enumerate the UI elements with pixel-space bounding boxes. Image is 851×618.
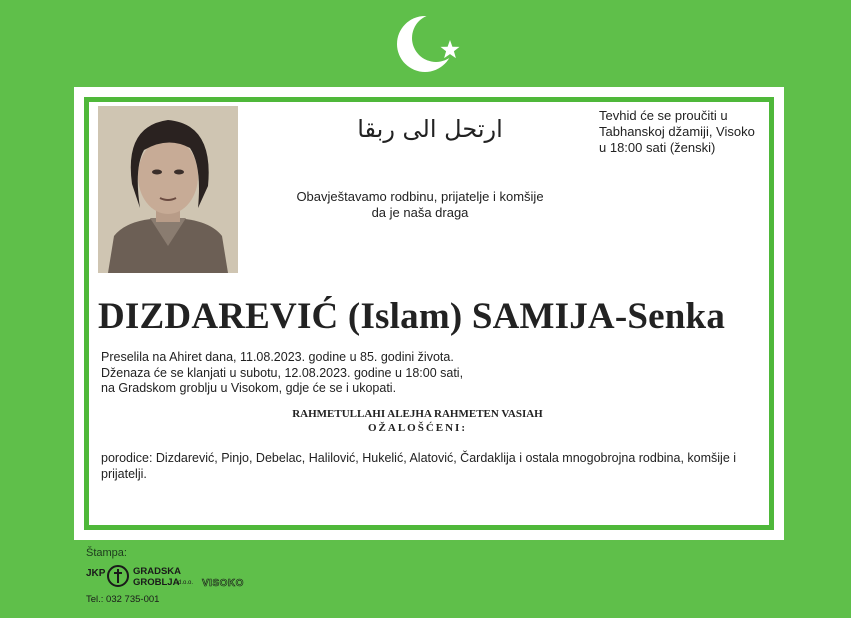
rahmet-prayer: RAHMETULLAHI ALEJHA RAHMETEN VASIAH bbox=[292, 408, 543, 420]
printer-doo: d.o.o. bbox=[178, 580, 194, 586]
announcement-intro bbox=[290, 189, 550, 221]
crescent-star-emblem bbox=[392, 10, 468, 76]
mourners-heading: OŽALOŠĆENI: bbox=[367, 422, 468, 434]
detail-line: Dženaza će se klanjati u subotu, 12.08.2023. godine u 18:00 sati, bbox=[101, 365, 464, 380]
tevhid-line: Tabhanskoj džamiji, Visoko bbox=[599, 124, 755, 139]
print-label: Štampa: bbox=[86, 547, 127, 559]
printer-name bbox=[133, 566, 181, 588]
arabic-calligraphy bbox=[350, 107, 510, 153]
svg-text:ارتحل الى ربقا: ارتحل الى ربقا bbox=[357, 115, 503, 143]
deceased-portrait bbox=[98, 106, 238, 273]
funeral-details bbox=[101, 350, 521, 397]
printer-jkp: JKP bbox=[86, 568, 106, 579]
crescent-star-icon bbox=[392, 10, 468, 76]
printer-phone: Tel.: 032 735-001 bbox=[86, 594, 160, 605]
detail-line: na Gradskom groblju u Visokom, gdje će se i ukopati. bbox=[101, 381, 397, 395]
cemetery-logo-icon bbox=[107, 564, 129, 588]
intro-line: da je naša draga bbox=[371, 205, 469, 220]
intro-line: Obavještavamo rodbinu, prijatelje i komšije bbox=[296, 189, 544, 204]
tevhid-notice bbox=[599, 108, 759, 156]
tevhid-line: Tevhid će se proučiti u bbox=[599, 108, 728, 123]
printer-name-line: GRADSKA bbox=[133, 566, 182, 577]
tevhid-line: u 18:00 sati (ženski) bbox=[599, 140, 716, 155]
printer-name-line: GROBLJA bbox=[133, 577, 180, 588]
printer-city: VISOKO bbox=[202, 578, 244, 589]
detail-line: Preselila na Ahiret dana, 11.08.2023. godine u 85. godini života. bbox=[101, 350, 454, 364]
deceased-name: DIZDAREVIĆ (Islam) SAMIJA-Senka bbox=[98, 296, 726, 337]
mourning-families: porodice: Dizdarević, Pinjo, Debelac, Halilović, Hukelić, Alatović, Čardaklija i ostala mnogobrojna rodbina, komšije i prijatelji. bbox=[101, 451, 737, 481]
